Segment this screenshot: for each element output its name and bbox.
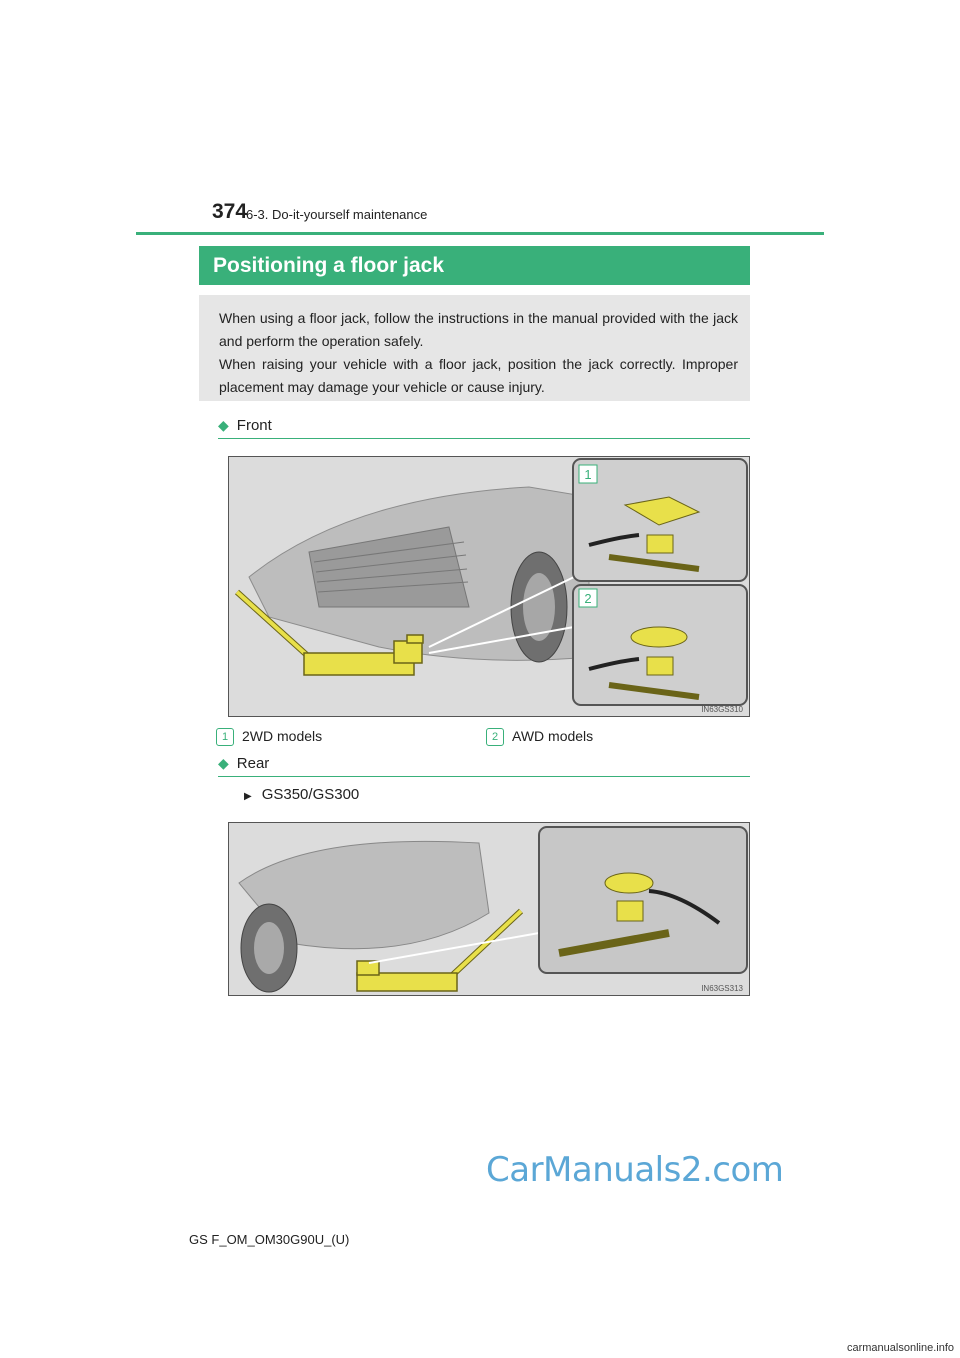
intro-box	[199, 295, 750, 401]
figure-code: IN63GS310	[701, 705, 743, 714]
legend-label-1: 2WD models	[242, 728, 323, 744]
legend-label-2: AWD models	[512, 728, 594, 744]
diamond-icon: ◆	[218, 755, 229, 771]
rear-illustration	[229, 823, 749, 995]
legend-item-2	[486, 728, 593, 746]
rear-subheading	[218, 752, 750, 777]
legend-item-1	[216, 728, 322, 746]
intro-paragraph: When using a floor jack, follow the instructions in the manual provided with the jack and perform the operation safely.	[219, 310, 738, 349]
footer-code: GS F_OM_OM30G90U_(U)	[189, 1232, 350, 1247]
watermark-sub: carmanualsonline.info	[846, 1342, 954, 1354]
rear-figure	[228, 822, 750, 996]
header-rule	[136, 232, 824, 235]
section-heading: 6-3. Do-it-yourself maintenance	[246, 207, 428, 222]
callout-2: 2	[584, 591, 592, 606]
callout-1: 1	[584, 467, 592, 482]
triangle-bullet-icon: ▶	[244, 791, 252, 802]
rear-label: Rear	[236, 755, 270, 772]
page-title: Positioning a floor jack	[199, 246, 750, 285]
model-line	[244, 786, 359, 803]
diamond-icon: ◆	[218, 417, 229, 433]
figure-code: IN63GS313	[701, 984, 743, 993]
front-illustration	[229, 457, 749, 716]
model-label: GS350/GS300	[261, 786, 360, 803]
page-number: 374	[212, 200, 248, 223]
watermark-main: CarManuals2.com	[486, 1150, 784, 1190]
legend-number-2: 2	[486, 728, 504, 746]
legend-number-1: 1	[216, 728, 234, 746]
watermark	[486, 1150, 783, 1190]
front-subheading	[218, 414, 750, 439]
intro-paragraph: When raising your vehicle with a floor jack, position the jack correctly. Improper placement may damage your vehicle or cause injury.	[219, 356, 738, 395]
front-label: Front	[236, 417, 272, 434]
front-figure	[228, 456, 750, 717]
